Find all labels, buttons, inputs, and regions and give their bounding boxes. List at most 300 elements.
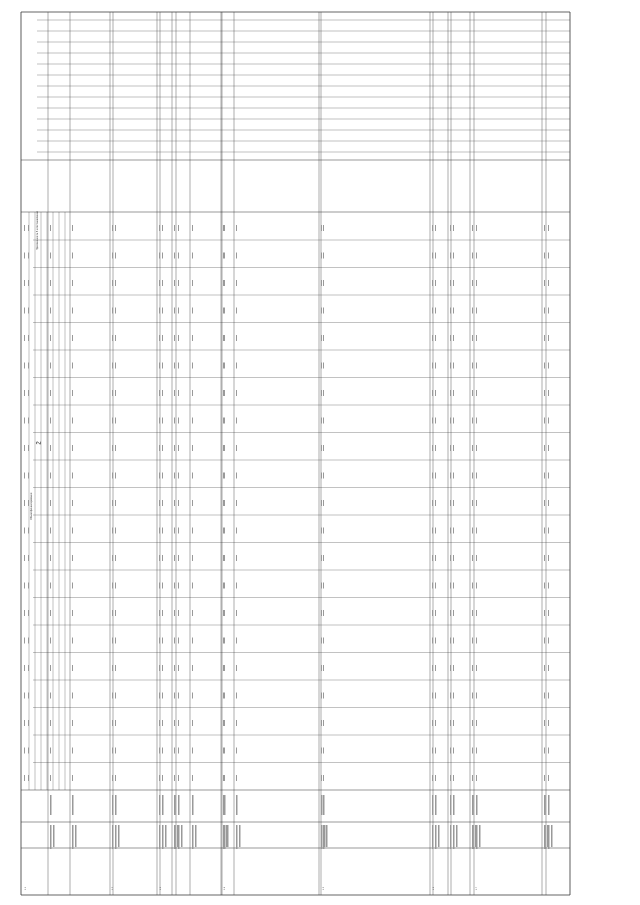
cell-text-mark	[72, 308, 73, 314]
cell-text-mark	[224, 610, 225, 616]
cell-text-mark	[162, 363, 163, 369]
cell-text-mark	[323, 795, 325, 815]
cell-text-mark	[239, 825, 241, 847]
cell-text-mark	[321, 583, 322, 589]
cell-text-mark	[178, 638, 179, 644]
cell-text-mark	[115, 795, 117, 815]
cell-text-mark	[323, 665, 324, 671]
cell-text-mark	[224, 445, 225, 451]
cell-text-mark	[236, 583, 237, 589]
cell-text-mark	[321, 665, 322, 671]
cell-text-mark	[28, 335, 29, 341]
cell-text-mark	[321, 225, 322, 231]
cell-text-mark	[178, 825, 180, 849]
cell-text-mark	[178, 693, 179, 699]
cell-text-mark	[174, 748, 175, 754]
cell-text-mark	[24, 390, 25, 396]
cell-text-mark	[453, 363, 454, 369]
cell-text-mark	[476, 445, 477, 451]
cell-text-mark	[224, 335, 225, 341]
cell-text-mark	[544, 335, 545, 341]
row-number: 1.4	[224, 886, 226, 890]
cell-text-mark	[72, 253, 73, 259]
cell-text-mark	[544, 825, 546, 849]
cell-text-mark	[72, 825, 74, 849]
cell-text-mark	[236, 308, 237, 314]
cell-text-mark	[24, 665, 25, 671]
cell-text-mark	[174, 775, 175, 781]
cell-text-mark	[178, 253, 179, 259]
cell-text-mark	[476, 528, 477, 534]
cell-text-mark	[178, 610, 179, 616]
cell-text-mark	[548, 583, 549, 589]
cell-text-mark	[432, 253, 433, 259]
cell-text-mark	[435, 528, 436, 534]
cell-text-mark	[192, 473, 193, 479]
cell-text-mark	[115, 473, 116, 479]
cell-text-mark	[472, 693, 473, 699]
cell-text-mark	[223, 225, 224, 231]
cell-text-mark	[236, 528, 237, 534]
cell-text-mark	[192, 795, 194, 815]
cell-text-mark	[192, 748, 193, 754]
cell-text-mark	[453, 500, 454, 506]
row-number: 1.6	[433, 886, 435, 890]
cell-text-mark	[192, 583, 193, 589]
cell-text-mark	[548, 555, 549, 561]
cell-text-mark	[472, 610, 473, 616]
cell-text-mark	[544, 583, 545, 589]
cell-text-mark	[115, 418, 116, 424]
cell-text-mark	[472, 363, 473, 369]
cell-text-mark	[72, 555, 73, 561]
cell-text-mark	[548, 445, 549, 451]
cell-text-mark	[223, 528, 224, 534]
cell-text-mark	[476, 225, 477, 231]
cell-text-mark	[476, 555, 477, 561]
cell-text-mark	[159, 665, 160, 671]
cell-text-mark	[544, 720, 545, 726]
header-subtitle: Объем финансирования	[30, 492, 33, 520]
cell-text-mark	[450, 225, 451, 231]
cell-text-mark	[28, 363, 29, 369]
cell-text-mark	[323, 555, 324, 561]
cell-text-mark	[50, 335, 51, 341]
row-numbers	[25, 886, 478, 890]
cell-text-mark	[544, 253, 545, 259]
cell-text-mark	[544, 390, 545, 396]
cell-text-mark	[178, 390, 179, 396]
cell-text-mark	[476, 665, 477, 671]
cell-text-mark	[453, 225, 454, 231]
cell-text-mark	[224, 693, 225, 699]
page-number: 2	[36, 441, 43, 445]
cell-text-mark	[472, 418, 473, 424]
cell-text-mark	[432, 335, 433, 341]
cell-text-mark	[24, 473, 25, 479]
cell-text-mark	[323, 308, 324, 314]
cell-text-mark	[435, 610, 436, 616]
cell-text-mark	[548, 528, 549, 534]
cell-text-mark	[112, 280, 113, 286]
cell-text-mark	[476, 775, 477, 781]
cell-text-mark	[453, 390, 454, 396]
cell-text-mark	[321, 748, 322, 754]
cell-text-mark	[548, 638, 549, 644]
cell-text-mark	[174, 720, 175, 726]
cell-text-mark	[174, 555, 175, 561]
cell-text-mark	[476, 253, 477, 259]
cell-text-mark	[178, 418, 179, 424]
cell-text-mark	[450, 253, 451, 259]
cell-text-mark	[476, 693, 477, 699]
cell-text-mark	[453, 825, 455, 849]
cell-text-mark	[548, 693, 549, 699]
cell-text-mark	[450, 308, 451, 314]
cell-text-mark	[450, 638, 451, 644]
cell-text-mark	[112, 583, 113, 589]
cell-text-mark	[236, 335, 237, 341]
cell-text-mark	[432, 528, 433, 534]
cell-text-mark	[435, 418, 436, 424]
cell-text-mark	[162, 418, 163, 424]
cell-text-mark	[174, 418, 175, 424]
cell-text-mark	[223, 363, 224, 369]
cell-text-mark	[435, 500, 436, 506]
cell-text-mark	[72, 528, 73, 534]
cell-text-mark	[192, 445, 193, 451]
cell-text-mark	[72, 720, 73, 726]
cell-text-mark	[24, 363, 25, 369]
cell-text-mark	[432, 555, 433, 561]
cell-text-mark	[472, 638, 473, 644]
cell-text-mark	[115, 280, 116, 286]
cell-text-mark	[321, 253, 322, 259]
cell-text-mark	[192, 720, 193, 726]
header-title: Приложение № 5 к постановлению	[36, 211, 39, 250]
cell-text-mark	[472, 280, 473, 286]
cell-text-mark	[548, 500, 549, 506]
cell-text-mark	[323, 825, 325, 849]
cell-text-mark	[174, 308, 175, 314]
cell-text-mark	[178, 555, 179, 561]
cell-text-mark	[72, 418, 73, 424]
cell-text-mark	[224, 748, 225, 754]
cell-text-mark	[50, 748, 51, 754]
cell-text-mark	[223, 390, 224, 396]
cell-text-mark	[432, 638, 433, 644]
cell-text-mark	[476, 418, 477, 424]
cell-text-mark	[432, 795, 434, 815]
cell-text-mark	[223, 665, 224, 671]
cell-text-mark	[28, 253, 29, 259]
cell-text-mark	[548, 610, 549, 616]
cell-text-mark	[50, 638, 51, 644]
cell-text-mark	[236, 638, 237, 644]
cell-text-mark	[236, 445, 237, 451]
cell-text-mark	[28, 308, 29, 314]
cell-text-mark	[162, 795, 164, 815]
cell-text-mark	[432, 280, 433, 286]
cell-text-mark	[450, 528, 451, 534]
cell-text-mark	[548, 308, 549, 314]
cell-text-mark	[450, 825, 452, 849]
cell-text-mark	[321, 390, 322, 396]
cell-text-mark	[321, 473, 322, 479]
cell-text-mark	[544, 225, 545, 231]
cell-text-mark	[548, 363, 549, 369]
cell-text-mark	[115, 720, 116, 726]
cell-text-mark	[115, 445, 116, 451]
cell-text-mark	[450, 795, 452, 815]
cell-text-mark	[159, 418, 160, 424]
cell-text-mark	[476, 638, 477, 644]
cell-text-mark	[323, 418, 324, 424]
row-number: 1.1	[25, 886, 27, 890]
cell-text-mark	[50, 418, 51, 424]
cell-text-mark	[174, 665, 175, 671]
cell-text-mark	[476, 825, 478, 849]
cell-text-mark	[548, 335, 549, 341]
cell-text-mark	[174, 825, 176, 849]
cell-text-mark	[323, 363, 324, 369]
cell-text-mark	[472, 583, 473, 589]
cell-text-mark	[159, 225, 160, 231]
cell-text-mark	[174, 253, 175, 259]
cell-text-mark	[28, 720, 29, 726]
cell-text-mark	[476, 363, 477, 369]
cell-text-mark	[472, 335, 473, 341]
row-number: 1.7	[476, 886, 478, 890]
cell-text-mark	[435, 253, 436, 259]
cell-text-mark	[224, 418, 225, 424]
cell-text-mark	[432, 225, 433, 231]
cell-text-mark	[162, 638, 163, 644]
cell-text-mark	[323, 720, 324, 726]
cell-text-mark	[178, 445, 179, 451]
cell-text-mark	[165, 825, 167, 847]
cell-text-mark	[435, 473, 436, 479]
cell-text-mark	[450, 748, 451, 754]
cell-text-mark	[112, 555, 113, 561]
cell-text-mark	[224, 638, 225, 644]
cell-text-mark	[115, 500, 116, 506]
cell-text-mark	[192, 825, 194, 849]
cell-text-mark	[224, 583, 225, 589]
cell-text-mark	[72, 610, 73, 616]
cell-text-mark	[162, 775, 163, 781]
cell-text-mark	[472, 473, 473, 479]
cell-text-mark	[24, 528, 25, 534]
cell-text-mark	[435, 795, 437, 815]
cell-text-mark	[236, 500, 237, 506]
cell-text-mark	[50, 528, 51, 534]
cell-text-mark	[24, 445, 25, 451]
cell-text-mark	[323, 638, 324, 644]
cell-text-mark	[544, 610, 545, 616]
cell-text-mark	[115, 665, 116, 671]
cell-text-mark	[162, 225, 163, 231]
cell-text-mark	[453, 748, 454, 754]
cell-text-mark	[112, 390, 113, 396]
cell-text-mark	[323, 280, 324, 286]
cell-text-mark	[174, 528, 175, 534]
cell-text-mark	[435, 390, 436, 396]
cell-text-mark	[321, 528, 322, 534]
cell-text-mark	[236, 253, 237, 259]
cell-text-mark	[472, 665, 473, 671]
cell-text-mark	[159, 610, 160, 616]
cell-text-mark	[192, 390, 193, 396]
cell-text-mark	[223, 308, 224, 314]
cell-text-mark	[112, 445, 113, 451]
cell-text-mark	[115, 363, 116, 369]
cell-text-mark	[224, 555, 225, 561]
cell-text-mark	[472, 445, 473, 451]
cell-text-mark	[115, 693, 116, 699]
cell-text-mark	[476, 473, 477, 479]
cell-text-mark	[551, 825, 553, 847]
cell-text-mark	[112, 418, 113, 424]
cell-text-mark	[453, 473, 454, 479]
cell-text-mark	[178, 720, 179, 726]
cell-text-mark	[323, 445, 324, 451]
cell-text-mark	[50, 665, 51, 671]
cell-text-mark	[223, 280, 224, 286]
cell-text-mark	[321, 610, 322, 616]
cell-text-mark	[50, 225, 51, 231]
cell-text-mark	[224, 500, 225, 506]
cell-text-mark	[72, 500, 73, 506]
cell-text-mark	[159, 390, 160, 396]
cell-text-mark	[115, 583, 116, 589]
cell-text-mark	[472, 775, 473, 781]
cell-text-mark	[236, 280, 237, 286]
cell-text-mark	[115, 253, 116, 259]
cell-text-mark	[236, 665, 237, 671]
cell-text-mark	[50, 280, 51, 286]
cell-text-mark	[435, 445, 436, 451]
cell-text-mark	[162, 500, 163, 506]
cell-text-mark	[435, 720, 436, 726]
cell-text-mark	[321, 335, 322, 341]
cell-text-mark	[162, 335, 163, 341]
cell-text-mark	[432, 610, 433, 616]
cell-text-mark	[162, 720, 163, 726]
cell-text-mark	[50, 583, 51, 589]
cell-text-mark	[159, 555, 160, 561]
cell-text-mark	[323, 775, 324, 781]
cell-text-mark	[224, 825, 226, 849]
cell-text-mark	[544, 445, 545, 451]
cell-text-mark	[159, 775, 160, 781]
cell-text-mark	[224, 363, 225, 369]
table-grid	[21, 12, 570, 895]
cell-text-mark	[174, 693, 175, 699]
cell-text-mark	[28, 390, 29, 396]
cell-text-mark	[432, 308, 433, 314]
cell-text-mark	[112, 638, 113, 644]
cell-text-mark	[192, 638, 193, 644]
cell-text-mark	[112, 363, 113, 369]
cell-text-mark	[450, 445, 451, 451]
cell-text-mark	[450, 500, 451, 506]
row-number: 1.3	[160, 886, 162, 890]
cell-text-mark	[321, 555, 322, 561]
cell-text-mark	[450, 583, 451, 589]
cell-text-mark	[112, 610, 113, 616]
cell-text-mark	[115, 775, 116, 781]
cell-text-mark	[178, 308, 179, 314]
cell-text-mark	[432, 583, 433, 589]
cell-text-mark	[224, 280, 225, 286]
cell-text-mark	[223, 583, 224, 589]
cell-text-mark	[548, 795, 550, 815]
cell-text-mark	[178, 500, 179, 506]
cell-text-mark	[472, 390, 473, 396]
cell-text-mark	[112, 693, 113, 699]
cell-text-mark	[476, 748, 477, 754]
cell-text-mark	[472, 795, 474, 815]
cell-text-mark	[50, 390, 51, 396]
cell-text-mark	[50, 720, 51, 726]
cell-text-mark	[192, 308, 193, 314]
cell-text-mark	[50, 363, 51, 369]
cell-text-mark	[28, 418, 29, 424]
cell-text-mark	[548, 825, 550, 849]
cell-text-mark	[162, 825, 164, 849]
cell-text-mark	[24, 280, 25, 286]
cell-text-mark	[115, 748, 116, 754]
cell-text-mark	[453, 693, 454, 699]
cell-text-mark	[162, 253, 163, 259]
cell-text-mark	[159, 363, 160, 369]
cell-text-mark	[321, 825, 323, 849]
cell-text-mark	[223, 445, 224, 451]
cell-text-mark	[162, 665, 163, 671]
cell-text-mark	[453, 610, 454, 616]
cell-text-mark	[115, 390, 116, 396]
cell-text-mark	[174, 363, 175, 369]
cell-text-mark	[323, 583, 324, 589]
cell-text-mark	[178, 473, 179, 479]
cell-text-mark	[548, 748, 549, 754]
cell-text-mark	[548, 775, 549, 781]
cell-text-mark	[24, 335, 25, 341]
cell-text-mark	[72, 638, 73, 644]
cell-text-mark	[236, 720, 237, 726]
cell-text-mark	[472, 253, 473, 259]
cell-text-mark	[159, 280, 160, 286]
cell-text-mark	[192, 528, 193, 534]
cell-text-mark	[544, 308, 545, 314]
cell-text-mark	[453, 308, 454, 314]
cell-text-mark	[159, 825, 161, 849]
cell-text-mark	[472, 748, 473, 754]
cell-text-mark	[432, 500, 433, 506]
cell-text-mark	[159, 748, 160, 754]
cell-text-mark	[435, 825, 437, 849]
cell-text-mark	[50, 795, 52, 815]
cell-text-mark	[50, 473, 51, 479]
cell-text-mark	[115, 308, 116, 314]
cell-text-mark	[321, 363, 322, 369]
cell-text-mark	[192, 363, 193, 369]
cell-text-mark	[321, 308, 322, 314]
cell-text-mark	[192, 280, 193, 286]
cell-text-mark	[72, 445, 73, 451]
cell-text-mark	[50, 693, 51, 699]
